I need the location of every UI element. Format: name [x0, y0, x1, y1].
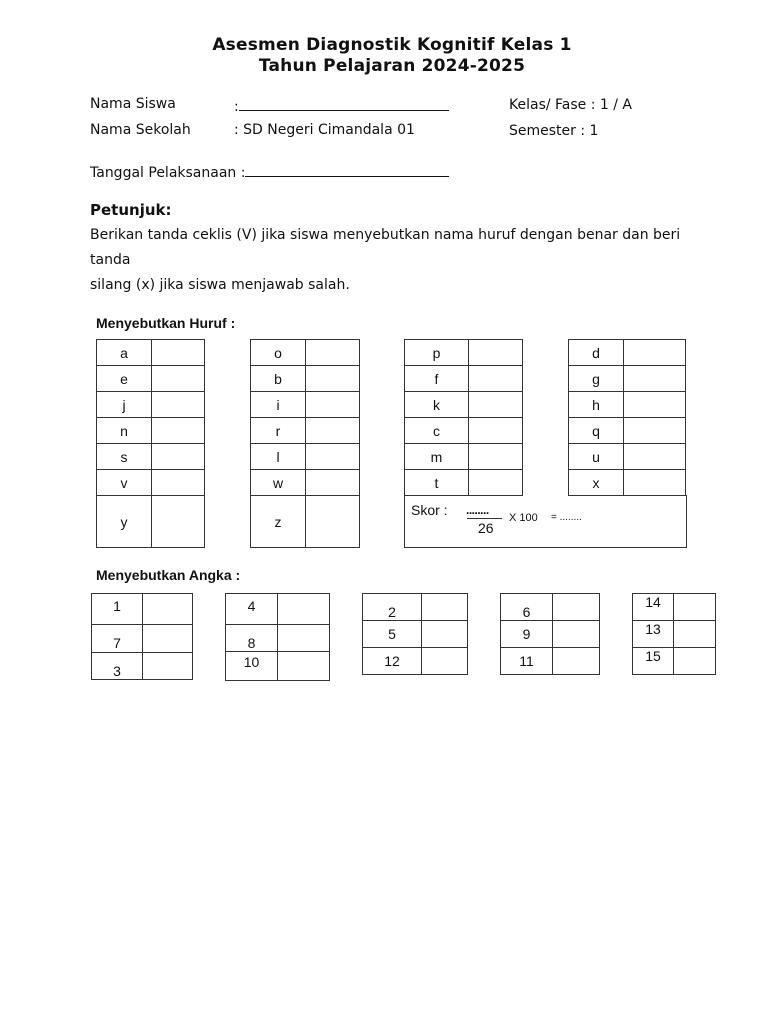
title-line-2: Tahun Pelajaran 2024-2025 [258, 56, 526, 76]
kelas-fase: Kelas/ Fase : 1 / A [509, 97, 632, 113]
letter-cell: n [97, 418, 152, 444]
letter-cell: i [251, 392, 306, 418]
answer-cell[interactable] [553, 648, 600, 675]
table-row [251, 444, 360, 470]
table-row [251, 392, 360, 418]
answer-cell[interactable] [278, 594, 330, 625]
letter-cell: h [569, 392, 624, 418]
table-row [501, 648, 600, 675]
letter-cell: s [97, 444, 152, 470]
tanggal-field[interactable] [90, 162, 449, 181]
answer-cell[interactable] [674, 594, 716, 621]
letter-cell: v [97, 470, 152, 496]
page-title [0, 35, 768, 76]
letter-cell: l [251, 444, 306, 470]
huruf-heading: Menyebutkan Huruf : [96, 315, 236, 331]
table-row [92, 625, 193, 653]
answer-cell[interactable] [278, 652, 330, 681]
petunjuk-heading: Petunjuk: [90, 201, 172, 219]
angka-table-5 [632, 593, 716, 675]
table-row [405, 340, 523, 366]
skor-result[interactable]: = ........ [551, 512, 582, 523]
answer-cell[interactable] [674, 621, 716, 648]
answer-cell[interactable] [624, 392, 686, 418]
table-row [569, 340, 686, 366]
table-row [97, 366, 205, 392]
letter-cell: y [97, 496, 152, 548]
letter-cell: k [405, 392, 469, 418]
angka-table-3 [362, 593, 468, 675]
table-row [251, 340, 360, 366]
tanggal-blank[interactable] [245, 162, 449, 177]
title-line-1: Asesmen Diagnostik Kognitif Kelas 1 [212, 35, 572, 55]
table-row [97, 340, 205, 366]
number-cell: 4 [226, 594, 278, 625]
table-row [97, 392, 205, 418]
table-row [633, 648, 716, 675]
table-row [226, 594, 330, 625]
answer-cell[interactable] [469, 392, 523, 418]
answer-cell[interactable] [469, 418, 523, 444]
letter-cell: x [569, 470, 624, 496]
answer-cell[interactable] [469, 444, 523, 470]
answer-cell[interactable] [152, 418, 205, 444]
number-cell: 5 [363, 621, 422, 648]
table-row [405, 418, 523, 444]
answer-cell[interactable] [306, 496, 360, 548]
letter-cell: o [251, 340, 306, 366]
skor-numerator[interactable]: ........ [466, 503, 489, 517]
answer-cell[interactable] [278, 625, 330, 652]
table-row [405, 366, 523, 392]
nama-sekolah-value: : SD Negeri Cimandala 01 [234, 122, 415, 138]
number-cell: 7 [92, 625, 143, 653]
number-cell: 15 [633, 648, 674, 675]
number-cell: 8 [226, 625, 278, 652]
answer-cell[interactable] [152, 392, 205, 418]
angka-table-4 [500, 593, 600, 675]
table-row [633, 621, 716, 648]
number-cell: 13 [633, 621, 674, 648]
answer-cell[interactable] [306, 392, 360, 418]
table-row [569, 392, 686, 418]
letter-cell: u [569, 444, 624, 470]
table-row [92, 653, 193, 680]
letter-cell: q [569, 418, 624, 444]
table-row [97, 496, 205, 548]
tanggal-label: Tanggal Pelaksanaan : [90, 165, 246, 181]
answer-cell[interactable] [469, 366, 523, 392]
skor-denominator: 26 [478, 520, 494, 536]
number-cell: 3 [92, 653, 143, 680]
letter-cell: b [251, 366, 306, 392]
number-cell: 1 [92, 594, 143, 625]
table-row [405, 392, 523, 418]
answer-cell[interactable] [553, 621, 600, 648]
huruf-table-3 [404, 339, 523, 496]
answer-cell[interactable] [152, 496, 205, 548]
answer-cell[interactable] [422, 594, 468, 621]
answer-cell[interactable] [553, 594, 600, 621]
angka-table-1 [91, 593, 193, 680]
answer-cell[interactable] [306, 366, 360, 392]
letter-cell: f [405, 366, 469, 392]
answer-cell[interactable] [624, 340, 686, 366]
table-row [97, 418, 205, 444]
answer-cell[interactable] [624, 366, 686, 392]
table-row [569, 366, 686, 392]
answer-cell[interactable] [306, 470, 360, 496]
number-cell: 12 [363, 648, 422, 675]
answer-cell[interactable] [624, 470, 686, 496]
letter-cell: a [97, 340, 152, 366]
number-cell: 14 [633, 594, 674, 621]
table-row [97, 470, 205, 496]
letter-cell: w [251, 470, 306, 496]
table-row [405, 470, 523, 496]
number-cell: 2 [363, 594, 422, 621]
answer-cell[interactable] [152, 470, 205, 496]
table-row [226, 625, 330, 652]
petunjuk-line-3: silang (x) jika siswa menjawab salah. [90, 277, 350, 293]
letter-cell: c [405, 418, 469, 444]
answer-cell[interactable] [624, 418, 686, 444]
table-row [92, 594, 193, 625]
table-row [97, 444, 205, 470]
answer-cell[interactable] [624, 444, 686, 470]
petunjuk-line-1: Berikan tanda ceklis (V) jika siswa menyebutkan nama huruf dengan benar dan beri [90, 227, 681, 243]
nama-siswa-blank[interactable] [239, 96, 449, 111]
nama-siswa-colon: : [234, 99, 239, 115]
letter-cell: r [251, 418, 306, 444]
table-row [251, 366, 360, 392]
table-row [226, 652, 330, 681]
petunjuk-line-2: tanda [90, 252, 131, 268]
answer-cell[interactable] [469, 340, 523, 366]
table-row [569, 470, 686, 496]
table-row [405, 444, 523, 470]
table-row [251, 470, 360, 496]
nama-siswa-field[interactable] [234, 96, 449, 115]
letter-cell: g [569, 366, 624, 392]
answer-cell[interactable] [143, 653, 193, 680]
table-row [363, 594, 468, 621]
table-row [363, 621, 468, 648]
answer-cell[interactable] [422, 621, 468, 648]
table-row [363, 648, 468, 675]
answer-cell[interactable] [306, 444, 360, 470]
table-row [569, 418, 686, 444]
letter-cell: m [405, 444, 469, 470]
table-row [633, 594, 716, 621]
table-row [501, 621, 600, 648]
answer-cell[interactable] [143, 625, 193, 653]
letter-cell: p [405, 340, 469, 366]
answer-cell[interactable] [152, 366, 205, 392]
table-row [569, 444, 686, 470]
table-row [501, 594, 600, 621]
skor-label: Skor : [411, 502, 448, 518]
answer-cell[interactable] [469, 470, 523, 496]
huruf-table-1 [96, 339, 205, 548]
number-cell: 6 [501, 594, 553, 621]
huruf-table-2 [250, 339, 360, 548]
answer-cell[interactable] [306, 340, 360, 366]
table-row [251, 418, 360, 444]
answer-cell[interactable] [674, 648, 716, 675]
table-row [251, 496, 360, 548]
letter-cell: e [97, 366, 152, 392]
letter-cell: j [97, 392, 152, 418]
answer-cell[interactable] [306, 418, 360, 444]
angka-table-2 [225, 593, 330, 681]
letter-cell: d [569, 340, 624, 366]
letter-cell: t [405, 470, 469, 496]
answer-cell[interactable] [152, 340, 205, 366]
answer-cell[interactable] [143, 594, 193, 625]
number-cell: 9 [501, 621, 553, 648]
angka-heading: Menyebutkan Angka : [96, 567, 241, 583]
skor-times: X 100 [509, 512, 538, 524]
nama-sekolah-label: Nama Sekolah [90, 122, 191, 138]
answer-cell[interactable] [152, 444, 205, 470]
number-cell: 11 [501, 648, 553, 675]
answer-cell[interactable] [422, 648, 468, 675]
letter-cell: z [251, 496, 306, 548]
number-cell: 10 [226, 652, 278, 681]
huruf-table-4 [568, 339, 686, 496]
skor-fraction-line [467, 518, 502, 519]
nama-siswa-label: Nama Siswa [90, 96, 176, 112]
semester: Semester : 1 [509, 123, 599, 139]
